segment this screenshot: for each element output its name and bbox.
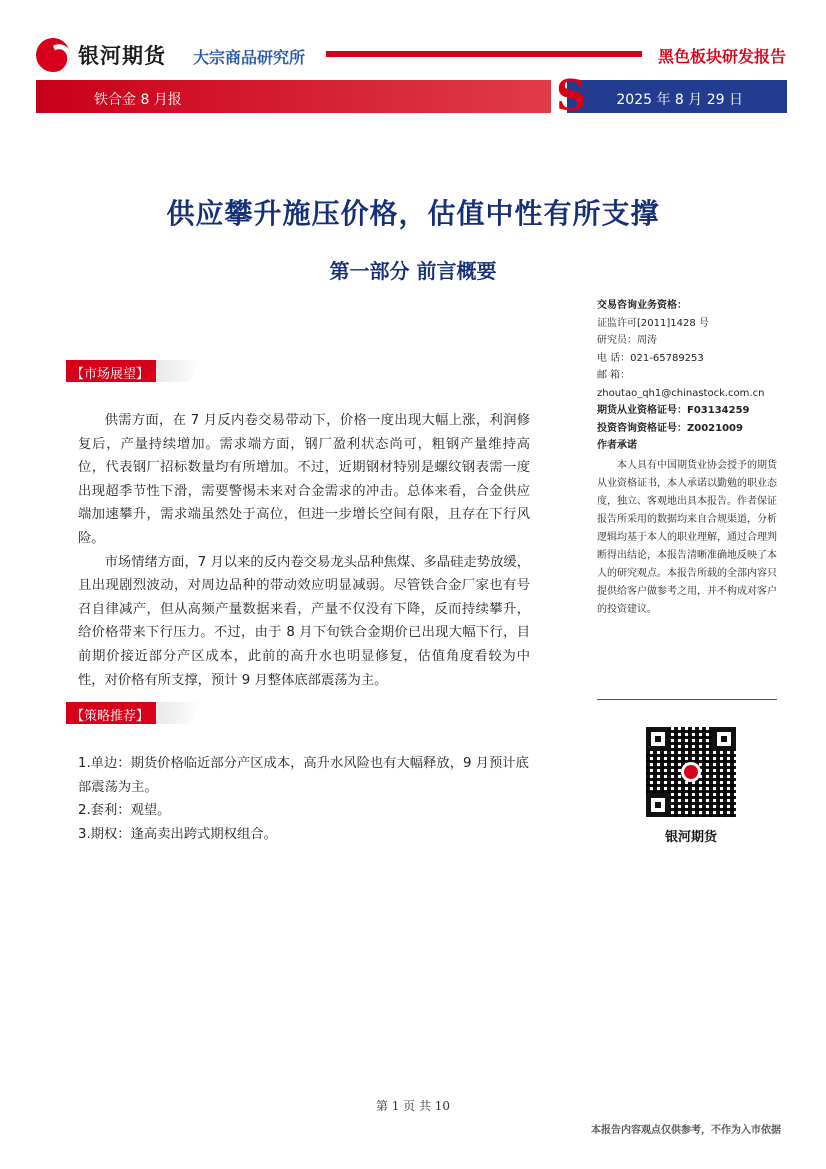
futures-cert: 期货从业资格证号：F03134259 (597, 405, 750, 416)
strategy-list (78, 752, 534, 846)
page-number: 第 1 页 共 10 (375, 1099, 451, 1113)
report-type: 黑色板块研发报告 (658, 47, 787, 66)
header-divider (326, 51, 642, 57)
sidebar-divider (597, 699, 777, 700)
swirl-logo-icon: S (556, 71, 587, 120)
banner-report-title: 铁合金 8 月报 (94, 92, 182, 108)
market-outlook-tag (66, 360, 202, 382)
analyst-sidebar (597, 297, 777, 619)
author-promise-text: 本人具有中国期货业协会授予的期货从业资格证书，本人承诺以勤勉的职业态度，独立、客观地出具本报告。作者保证报告所采用的数据均来自合规渠道，分析逻辑均基于本人的职业理解，通过合理判断得出结论，本报告清晰准确地反映了本人的研究观点。本报告所载的全部内容只提供给客户做参考之用，并不构成对客户的投资建议。 (597, 459, 777, 615)
email-address[interactable]: zhoutao_qh1@chinastock.com.cn (597, 387, 765, 399)
section-title: 第一部分 前言概要 (329, 259, 497, 283)
outlook-paragraph: 市场情绪方面，7 月以来的反内卷交易龙头品种焦煤、多晶硅走势放缓，且出现剧烈波动，对周边品种的带动效应明显减弱。尽管铁合金厂家也有号召自律减产，但从高频产量数据来看，产量不仅没有下降，反而持续攀升，给价格带来下行压力。不过，由于 8 月下旬铁合金期价已出现大幅下行，目前期价接近部分产区成本，此前的高升水也明显修复，估值角度看较为中性，对价格有所支撑，预计 9 月整体底部震荡为主。 (78, 554, 530, 688)
email-label: 邮 箱： (597, 370, 631, 381)
market-outlook-body (78, 409, 530, 692)
consult-qualification-label: 交易咨询业务资格： (597, 300, 687, 311)
page-title: 供应攀升施压价格，估值中性有所支撑 (166, 197, 660, 230)
logo-text: 银河期货 (78, 44, 166, 68)
institute-name: 大宗商品研究所 (193, 48, 306, 67)
outlook-paragraph: 供需方面，在 7 月反内卷交易带动下，价格一度出现大幅上涨，利润修复后，产量持续增加。需求端方面，钢厂盈利状态尚可，粗钢产量维持高位，代表钢厂招标数量均有所增加。不过，近期钢材特别是螺纹钢表需一度出现超季节性下滑，需要警惕未来对合金需求的冲击。总体来看，合金供应端加速攀升，需求端虽然处于高位，但进一步增长空间有限，且存在下行风险。 (78, 413, 530, 546)
qr-caption: 银河期货 (664, 830, 717, 845)
market-outlook-label: 【市场展望】 (71, 367, 150, 382)
strategy-item: 2.套利：观望。 (78, 803, 171, 819)
strategy-tag (66, 702, 202, 724)
strategy-label: 【策略推荐】 (71, 709, 150, 724)
researcher-name: 研究员：周涛 (597, 335, 657, 346)
footer-disclaimer: 本报告内容观点仅供参考，不作为入市依据 (591, 1125, 781, 1136)
galaxy-logo-icon (36, 38, 70, 72)
strategy-item: 1.单边：期货价格临近部分产区成本，高升水风险也有大幅释放，9 月预计底部震荡为主。 (78, 756, 529, 795)
qr-code (646, 727, 736, 817)
header-banner (36, 71, 787, 120)
company-logo (36, 38, 166, 72)
license-number: 证监许可[2011]1428 号 (597, 317, 709, 329)
phone-number: 电 话：021-65789253 (597, 352, 704, 364)
author-promise-label: 作者承诺 (597, 440, 637, 451)
qr-logo-icon (681, 762, 701, 782)
invest-cert: 投资咨询资格证号：Z0021009 (597, 422, 743, 434)
strategy-item: 3.期权：逢高卖出跨式期权组合。 (78, 826, 277, 842)
banner-report-date: 2025 年 8 月 29 日 (616, 92, 743, 108)
